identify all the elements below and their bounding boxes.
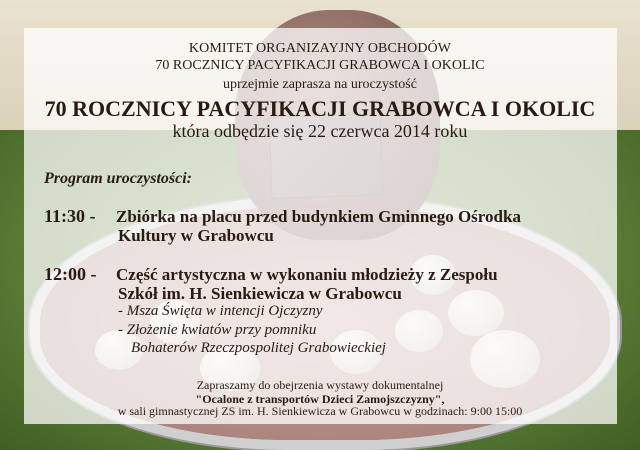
program-item-text: Zbiórka na placu przed budynkiem Gminnego Ośrodka	[116, 207, 521, 226]
event-date-line: która odbędzie się 22 czerwca 2014 roku	[172, 121, 468, 141]
program-time: 12:00 -	[44, 264, 97, 284]
organizer-line: KOMITET ORGANIZAYJNY OBCHODÓW	[188, 41, 452, 56]
program-subitem-mass: - Msza Święta w intencji Ojczyzny	[118, 303, 323, 319]
program-time: 11:30 -	[44, 206, 96, 226]
invitation-line: uprzejmie zaprasza na uroczystość	[223, 77, 417, 92]
program-heading: Program uroczystości:	[44, 170, 192, 187]
program-item-text-continued: Kultury w Grabowcu	[118, 226, 274, 245]
exhibition-venue-hours: w sali gimnastycznej ZS im. H. Sienkiewicza w Grabowcu w godzinach: 9:00 15:00	[117, 404, 523, 418]
program-subitem-flowers: - Złożenie kwiatów przy pomniku	[118, 322, 317, 338]
program-item-1130	[44, 206, 521, 227]
program-item-text: Część artystyczna w wykonaniu młodzieży z Zespołu	[116, 265, 498, 284]
anniversary-line: 70 ROCZNICY PACYFIKACJI GRABOWCA I OKOLIC	[155, 58, 485, 73]
program-item-1200	[44, 264, 498, 285]
exhibition-invite-line: Zapraszamy do obejrzenia wystawy dokumentalnej	[196, 378, 444, 392]
exhibition-title: "Ocalone z transportów Dzieci Zamojszczyzny",	[195, 392, 445, 406]
program-item-text-continued: Szkół im. H. Sienkiewicza w Grabowcu	[118, 284, 402, 303]
program-subitem-flowers-continued: Bohaterów Rzeczpospolitej Grabowieckiej	[131, 340, 386, 356]
event-title: 70 ROCZNICY PACYFIKACJI GRABOWCA I OKOLIC	[44, 96, 596, 121]
